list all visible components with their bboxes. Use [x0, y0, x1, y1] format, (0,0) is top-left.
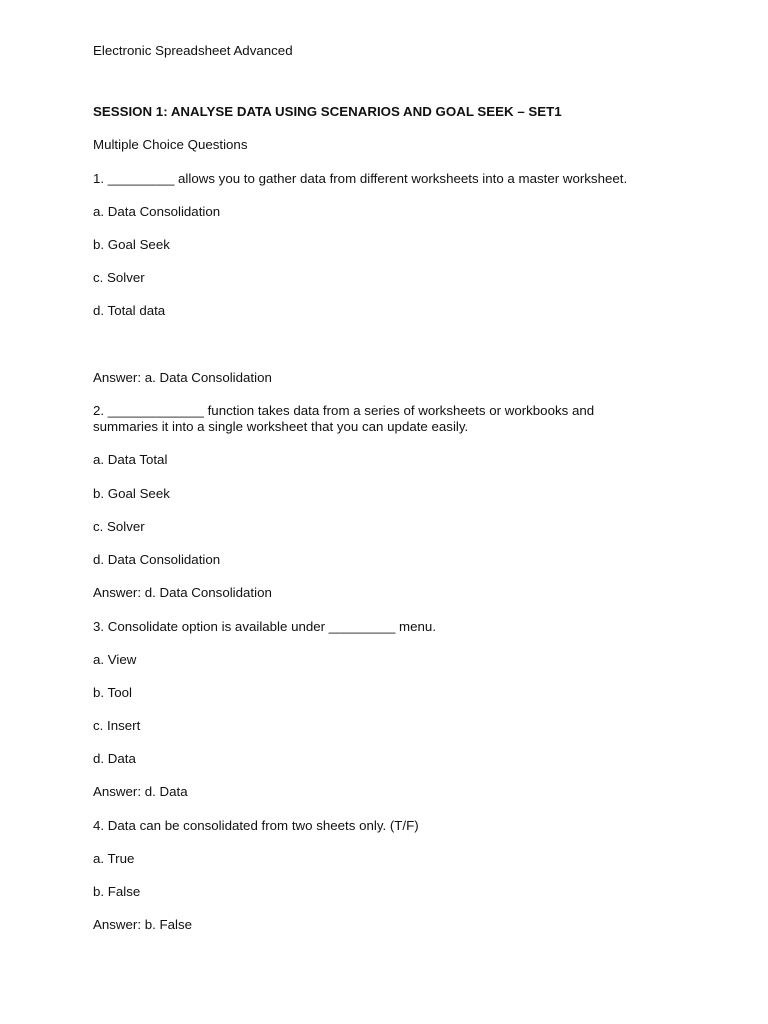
question-3-option-b: b. Tool: [93, 685, 132, 700]
question-2-answer: Answer: d. Data Consolidation: [93, 585, 272, 600]
question-1-option-c: c. Solver: [93, 270, 145, 285]
question-1-answer: Answer: a. Data Consolidation: [93, 370, 272, 385]
question-2-text-line2: summaries it into a single worksheet that you can update easily.: [93, 419, 469, 434]
session-heading: SESSION 1: ANALYSE DATA USING SCENARIOS AND GOAL SEEK – SET1: [93, 104, 562, 119]
document-title: Electronic Spreadsheet Advanced: [93, 43, 293, 58]
question-2-option-c: c. Solver: [93, 519, 145, 534]
question-3-text: 3. Consolidate option is available under _________ menu.: [93, 619, 437, 634]
question-1-option-d: d. Total data: [93, 303, 166, 318]
question-4-option-a: a. True: [93, 851, 135, 866]
section-subheading: Multiple Choice Questions: [93, 137, 248, 152]
question-2-option-b: b. Goal Seek: [93, 486, 170, 501]
question-1-text: 1. _________ allows you to gather data from different worksheets into a master worksheet.: [93, 171, 628, 186]
question-3-option-a: a. View: [93, 652, 137, 667]
question-3-option-d: d. Data: [93, 751, 136, 766]
question-1-option-b: b. Goal Seek: [93, 237, 170, 252]
question-4-text: 4. Data can be consolidated from two sheets only. (T/F): [93, 818, 419, 833]
question-3-option-c: c. Insert: [93, 718, 141, 733]
question-2-option-d: d. Data Consolidation: [93, 552, 221, 567]
question-2-option-a: a. Data Total: [93, 452, 168, 467]
question-4-option-b: b. False: [93, 884, 141, 899]
question-1-option-a: a. Data Consolidation: [93, 204, 221, 219]
question-4-answer: Answer: b. False: [93, 917, 193, 932]
question-3-answer: Answer: d. Data: [93, 784, 188, 799]
question-2-text-line1: 2. _____________ function takes data from a series of worksheets or workbooks and: [93, 403, 595, 418]
